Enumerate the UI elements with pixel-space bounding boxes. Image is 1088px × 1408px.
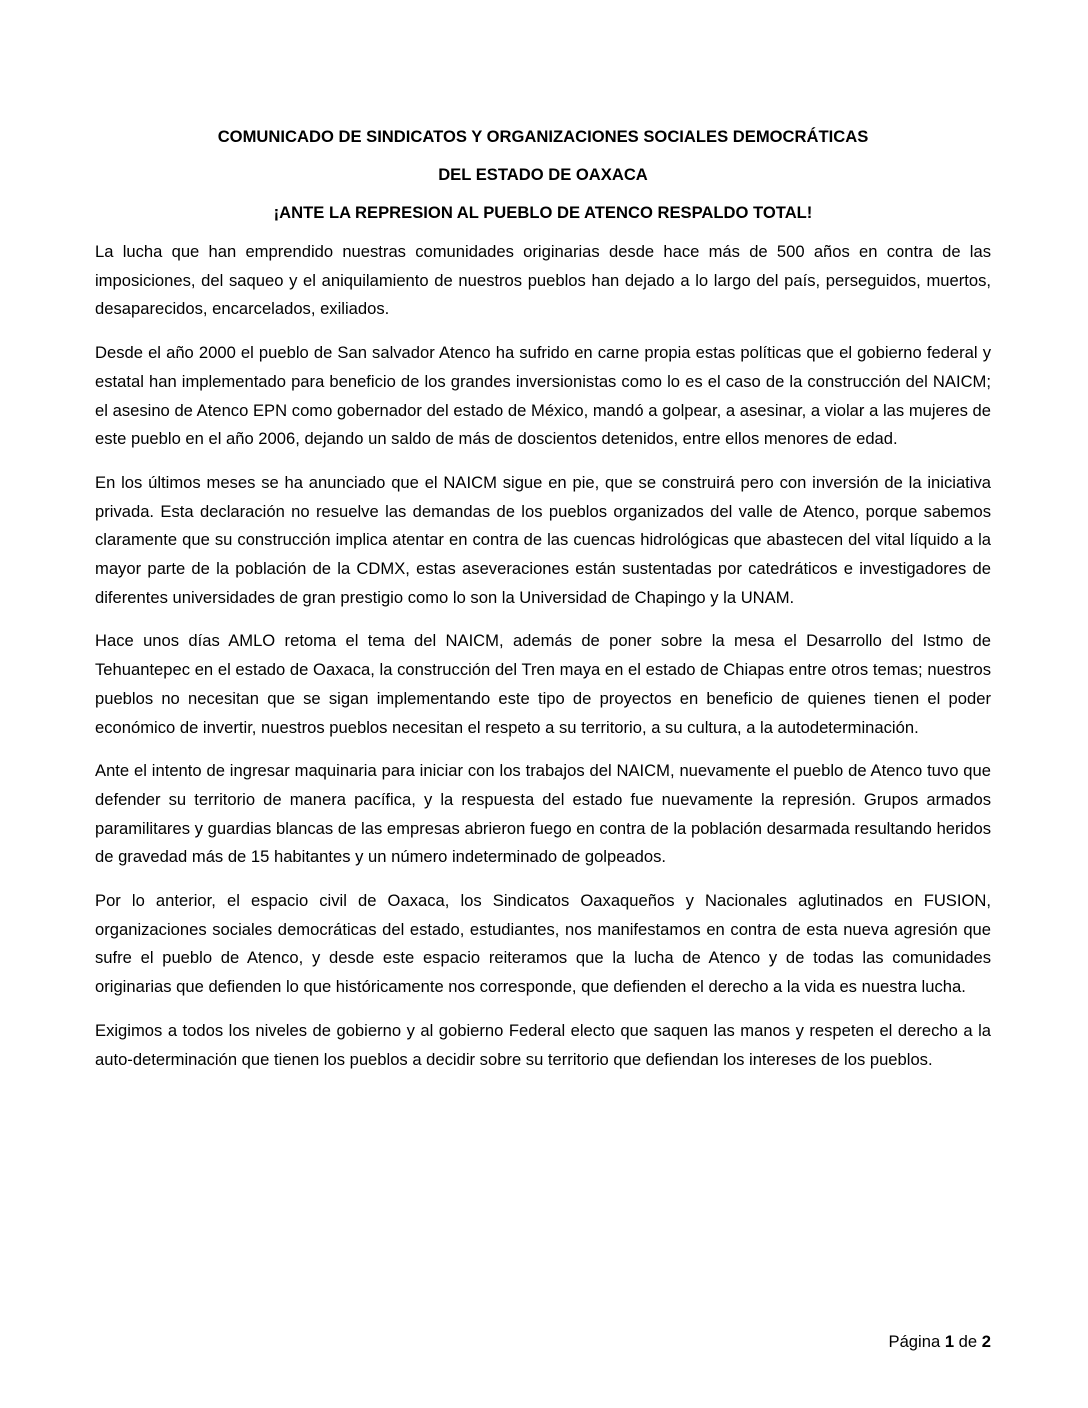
paragraph-2: Desde el año 2000 el pueblo de San salvador Atenco ha sufrido en carne propia estas políticas que el gobierno federal y estatal han implementado para beneficio de los grandes inversionistas como lo es el caso de la construcción del NAICM; el asesino de Atenco EPN como gobernador del estado de México, mandó a golpear, a asesinar, a violar a las mujeres de este pueblo en el año 2006, dejando un saldo de más de doscientos detenidos, entre ellos menores de edad. [95, 343, 991, 449]
paragraph-3: En los últimos meses se ha anunciado que el NAICM sigue en pie, que se construirá pero con inversión de la iniciativa privada. Esta declaración no resuelve las demandas de los pueblos organizados del valle de Atenco, porque sabemos claramente que su construcción implica atentar en contra de las cuencas hidrológicas que abastecen del vital líquido a la mayor parte de la población de la CDMX, estas aseveraciones están sustentadas por catedráticos e investigadores de diferentes universidades de gran prestigio como lo son la Universidad de Chapingo y la UNAM. [95, 472, 991, 607]
paragraph-6: Por lo anterior, el espacio civil de Oaxaca, los Sindicatos Oaxaqueños y Nacionales aglutinados en FUSION, organizaciones sociales democráticas del estado, estudiantes, nos manifestamos en contra de esta nueva agresión que sufre el pueblo de Atenco, y desde este espacio reiteramos que la lucha de Atenco y de todas las comunidades originarias que defienden lo que históricamente nos corresponde, que defienden el derecho a la vida es nuestra lucha. [95, 891, 991, 997]
paragraph-4: Hace unos días AMLO retoma el tema del NAICM, además de poner sobre la mesa el Desarrollo del Istmo de Tehuantepec en el estado de Oaxaca, la construcción del Tren maya en el estado de Chiapas entre otros temas; nuestros pueblos no necesitan que se sigan implementando este tipo de proyectos en beneficio de quienes tienen el poder económico de invertir, nuestros pueblos necesitan el respeto a su territorio, a su cultura, a la autodeterminación. [95, 631, 991, 737]
document-body [95, 126, 991, 1089]
document-slogan: ¡ANTE LA REPRESION AL PUEBLO DE ATENCO RESPALDO TOTAL! [273, 203, 813, 222]
paragraph-1: La lucha que han emprendido nuestras comunidades originarias desde hace más de 500 años en contra de las imposiciones, del saqueo y el aniquilamiento de nuestros pueblos han dejado a lo largo del país, perseguidos, muertos, desaparecidos, encarcelados, exiliados. [95, 242, 991, 319]
document-title: COMUNICADO DE SINDICATOS Y ORGANIZACIONES SOCIALES DEMOCRÁTICAS [217, 127, 869, 146]
paragraph-7: Exigimos a todos los niveles de gobierno y al gobierno Federal electo que saquen las manos y respeten el derecho a la auto-determinación que tienen los pueblos a decidir sobre su territorio que defiendan los intereses de los pueblos. [95, 1020, 991, 1069]
current-page: 1 [944, 1332, 955, 1351]
paragraph-5: Ante el intento de ingresar maquinaria para iniciar con los trabajos del NAICM, nuevamente el pueblo de Atenco tuvo que defender su territorio de manera pacífica, y la respuesta del estado fue nuevamente la represión. Grupos armados paramilitares y guardias blancas de las empresas abrieron fuego en contra de la población desarmada resultando heridos de gravedad más de 15 habitantes y un número indeterminado de golpeados. [95, 761, 991, 867]
of-word: de [958, 1332, 978, 1351]
total-pages: 2 [981, 1332, 991, 1351]
page-number [889, 1331, 991, 1353]
document-subtitle: DEL ESTADO DE OAXACA [438, 165, 648, 184]
page-word: Página [888, 1332, 941, 1351]
